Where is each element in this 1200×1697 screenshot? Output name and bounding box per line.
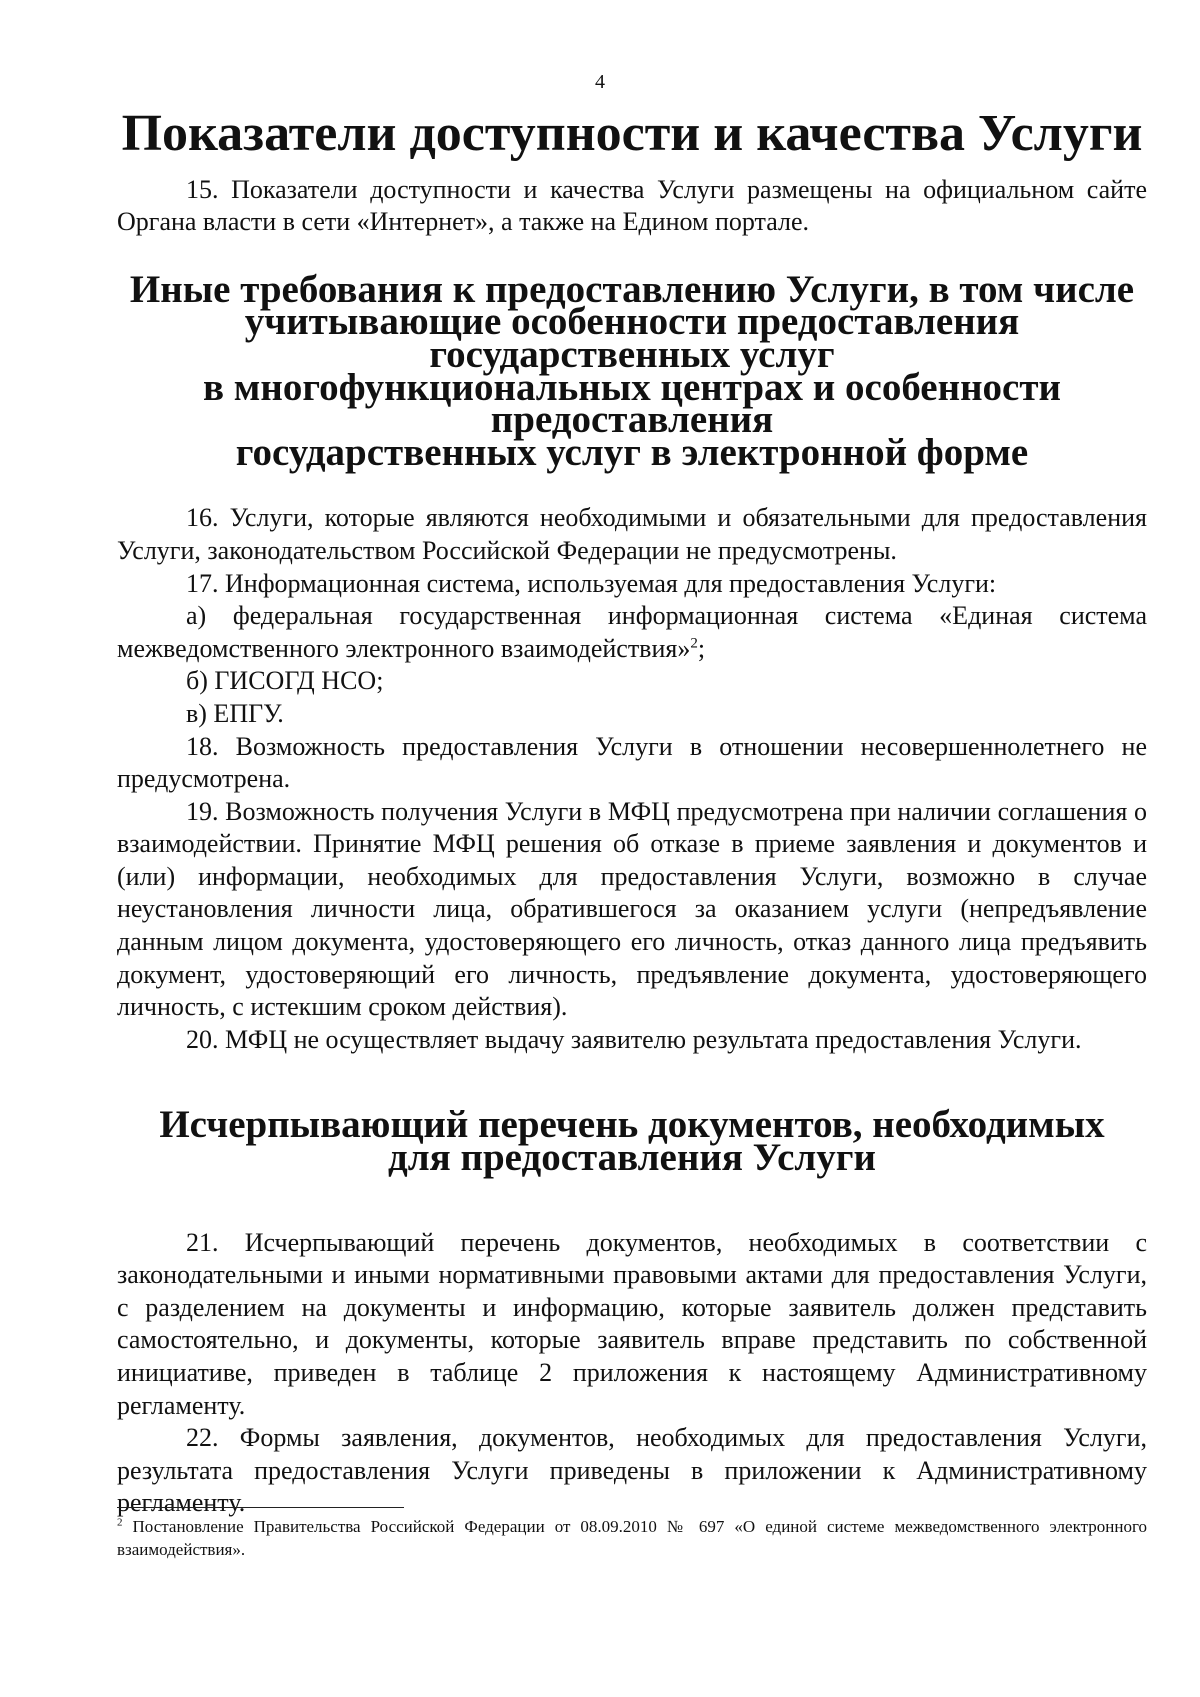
paragraph-19: 19. Возможность получения Услуги в МФЦ предусмотрена при наличии соглашения о взаимодействии. Принятие МФЦ решения об отказе в приеме заявления и документов и (или) информации, необходимых для предоставления Услуги, возможно в случае неустановления личности лица, обратившегося за оказанием услуги (непредъявление данным лицом документа, удостоверяющего его личность, отказ данного лица предъявить документ, удостоверяющий его личность, предъявление документа, удостоверяющего личность, с истекшим сроком действия). [117, 796, 1147, 1022]
paragraph-17a-end: ; [697, 633, 706, 663]
footnote-reference[interactable]: 2 [690, 635, 698, 652]
heading-line: учитывающие особенности предоставления государственных услуг [244, 300, 1020, 376]
paragraph-17b: б) ГИСОГД НСО; [186, 666, 384, 696]
paragraph-15: 15. Показатели доступности и качества Услуги размещены на официальном сайте Органа власти в сети «Интернет», а также на Едином портале. [117, 174, 1147, 237]
page-number: 4 [595, 71, 605, 93]
heading-line: для предоставления Услуги [388, 1136, 876, 1180]
paragraph-20: 20. МФЦ не осуществляет выдачу заявителю результата предоставления Услуги. [186, 1024, 1082, 1054]
section-heading-other-requirements [117, 267, 1147, 474]
section-heading-documents-list [117, 1103, 1147, 1180]
paragraph-17c: в) ЕПГУ. [186, 698, 284, 728]
paragraph-16: 16. Услуги, которые являются необходимыми и обязательными для предоставления Услуги, законодательством Российской Федерации не предусмотрены. [117, 503, 1147, 565]
section-heading-quality: Показатели доступности и качества Услуги [121, 105, 1143, 162]
footnote-text: Постановление Правительства Российской Федерации от 08.09.2010 № 697 «О единой системе межведомственного электронного взаимодействия». [117, 1517, 1147, 1559]
heading-line: Иные требования к предоставлению Услуги, в том числе [129, 267, 1135, 311]
paragraph-17a [117, 600, 1147, 665]
paragraph-17: 17. Информационная система, используемая для предоставления Услуги: [186, 568, 997, 598]
paragraph-21: 21. Исчерпывающий перечень документов, необходимых в соответствии с законодательными и иными нормативными правовыми актами для предоставления Услуги, с разделением на документы и информацию, которые заявитель должен представить самостоятельно, и документы, которые заявитель вправе представить по собственной инициативе, приведен в таблице 2 приложения к настоящему Административному регламенту. [117, 1227, 1147, 1420]
heading-line: государственных услуг в электронной форме [235, 430, 1029, 474]
paragraph-22: 22. Формы заявления, документов, необходимых для предоставления Услуги, результата предоставления Услуги приведены в приложении к Административному регламенту. [117, 1423, 1147, 1518]
paragraph-18: 18. Возможность предоставления Услуги в отношении несовершеннолетнего не предусмотрена. [117, 731, 1147, 794]
paragraph-17a-text: а) федеральная государственная информационная система «Единая система межведомственного электронного взаимодействия» [117, 601, 1147, 663]
heading-line: в многофункциональных центрах и особенности предоставления [203, 365, 1061, 442]
heading-line: Исчерпывающий перечень документов, необходимых [159, 1103, 1105, 1147]
document-body [117, 105, 1147, 1520]
footnote-separator [117, 1507, 404, 1508]
footnote [117, 1516, 1147, 1561]
footnote-marker: 2 [117, 1516, 123, 1529]
